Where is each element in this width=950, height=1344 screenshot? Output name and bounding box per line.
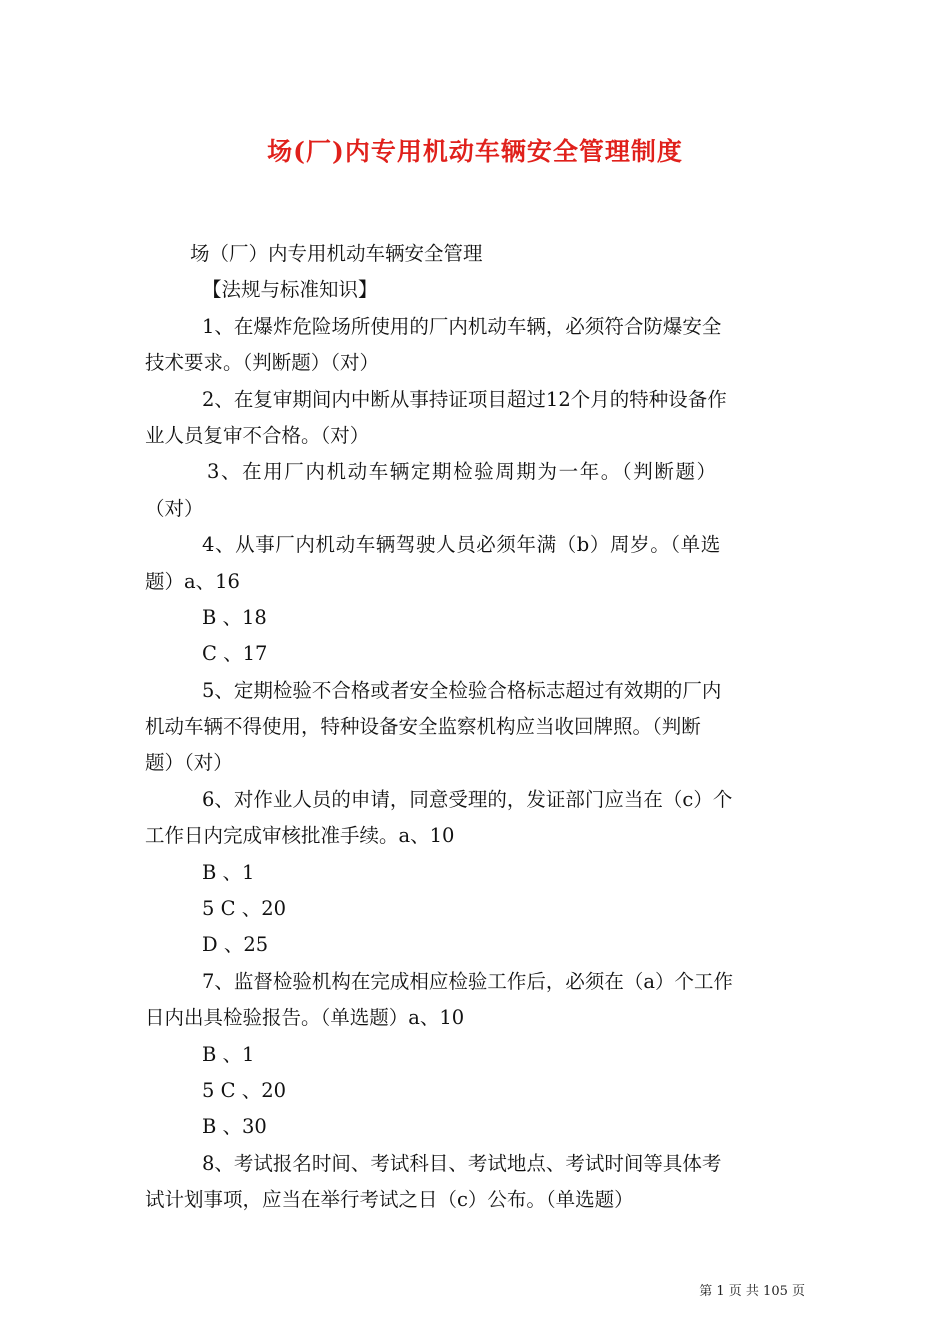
text-line: D 、25 [202, 933, 269, 957]
text-line: 场（厂）内专用机动车辆安全管理 [190, 242, 483, 265]
text-line: 题）a、16 [145, 569, 240, 593]
text-line: B 、1 [202, 860, 255, 884]
text-line: B 、30 [202, 1115, 267, 1139]
text-line: 3、在用厂内机动车辆定期检验周期为一年。（判断题） [207, 460, 718, 484]
text-line: 7、监督检验机构在完成相应检验工作后，必须在（a）个工作 [202, 969, 734, 993]
document-body [145, 236, 810, 1219]
text-line: 6、对作业人员的申请，同意受理的，发证部门应当在（c）个 [202, 787, 733, 811]
text-line: 日内出具检验报告。（单选题）a、10 [145, 1006, 465, 1030]
text-line: 4、从事厂内机动车辆驾驶人员必须年满（b）周岁。（单选 [202, 533, 721, 557]
text-line: B 、18 [202, 605, 267, 629]
text-line: 工作日内完成审核批准手续。a、10 [145, 824, 455, 848]
text-line: 5 C 、20 [202, 897, 287, 921]
page-footer: 第 1 页 共 105 页 [699, 1284, 805, 1299]
text-line: 1、在爆炸危险场所使用的厂内机动车辆，必须符合防爆安全 [202, 314, 722, 338]
text-line: 【法规与标准知识】 [202, 278, 378, 302]
text-line: C 、17 [202, 642, 268, 666]
text-line: 8、考试报名时间、考试科目、考试地点、考试时间等具体考 [202, 1151, 722, 1175]
text-line: 试计划事项，应当在举行考试之日（c）公布。（单选题） [145, 1188, 634, 1212]
text-line: 5、定期检验不合格或者安全检验合格标志超过有效期的厂内 [202, 678, 722, 702]
text-line: 2、在复审期间内中断从事持证项目超过12个月的特种设备作 [202, 387, 727, 411]
text-line: 5 C 、20 [202, 1078, 287, 1102]
text-line: 机动车辆不得使用，特种设备安全监察机构应当收回牌照。（判断 [145, 715, 701, 739]
text-line: 业人员复审不合格。（对） [145, 423, 370, 447]
text-line: （对） [145, 496, 204, 520]
text-line: 技术要求。（判断题）（对） [145, 351, 380, 375]
text-line: B 、1 [202, 1042, 255, 1066]
document-title: 场(厂)内专用机动车辆安全管理制度 [267, 137, 683, 166]
text-line: 题）（对） [145, 751, 233, 775]
